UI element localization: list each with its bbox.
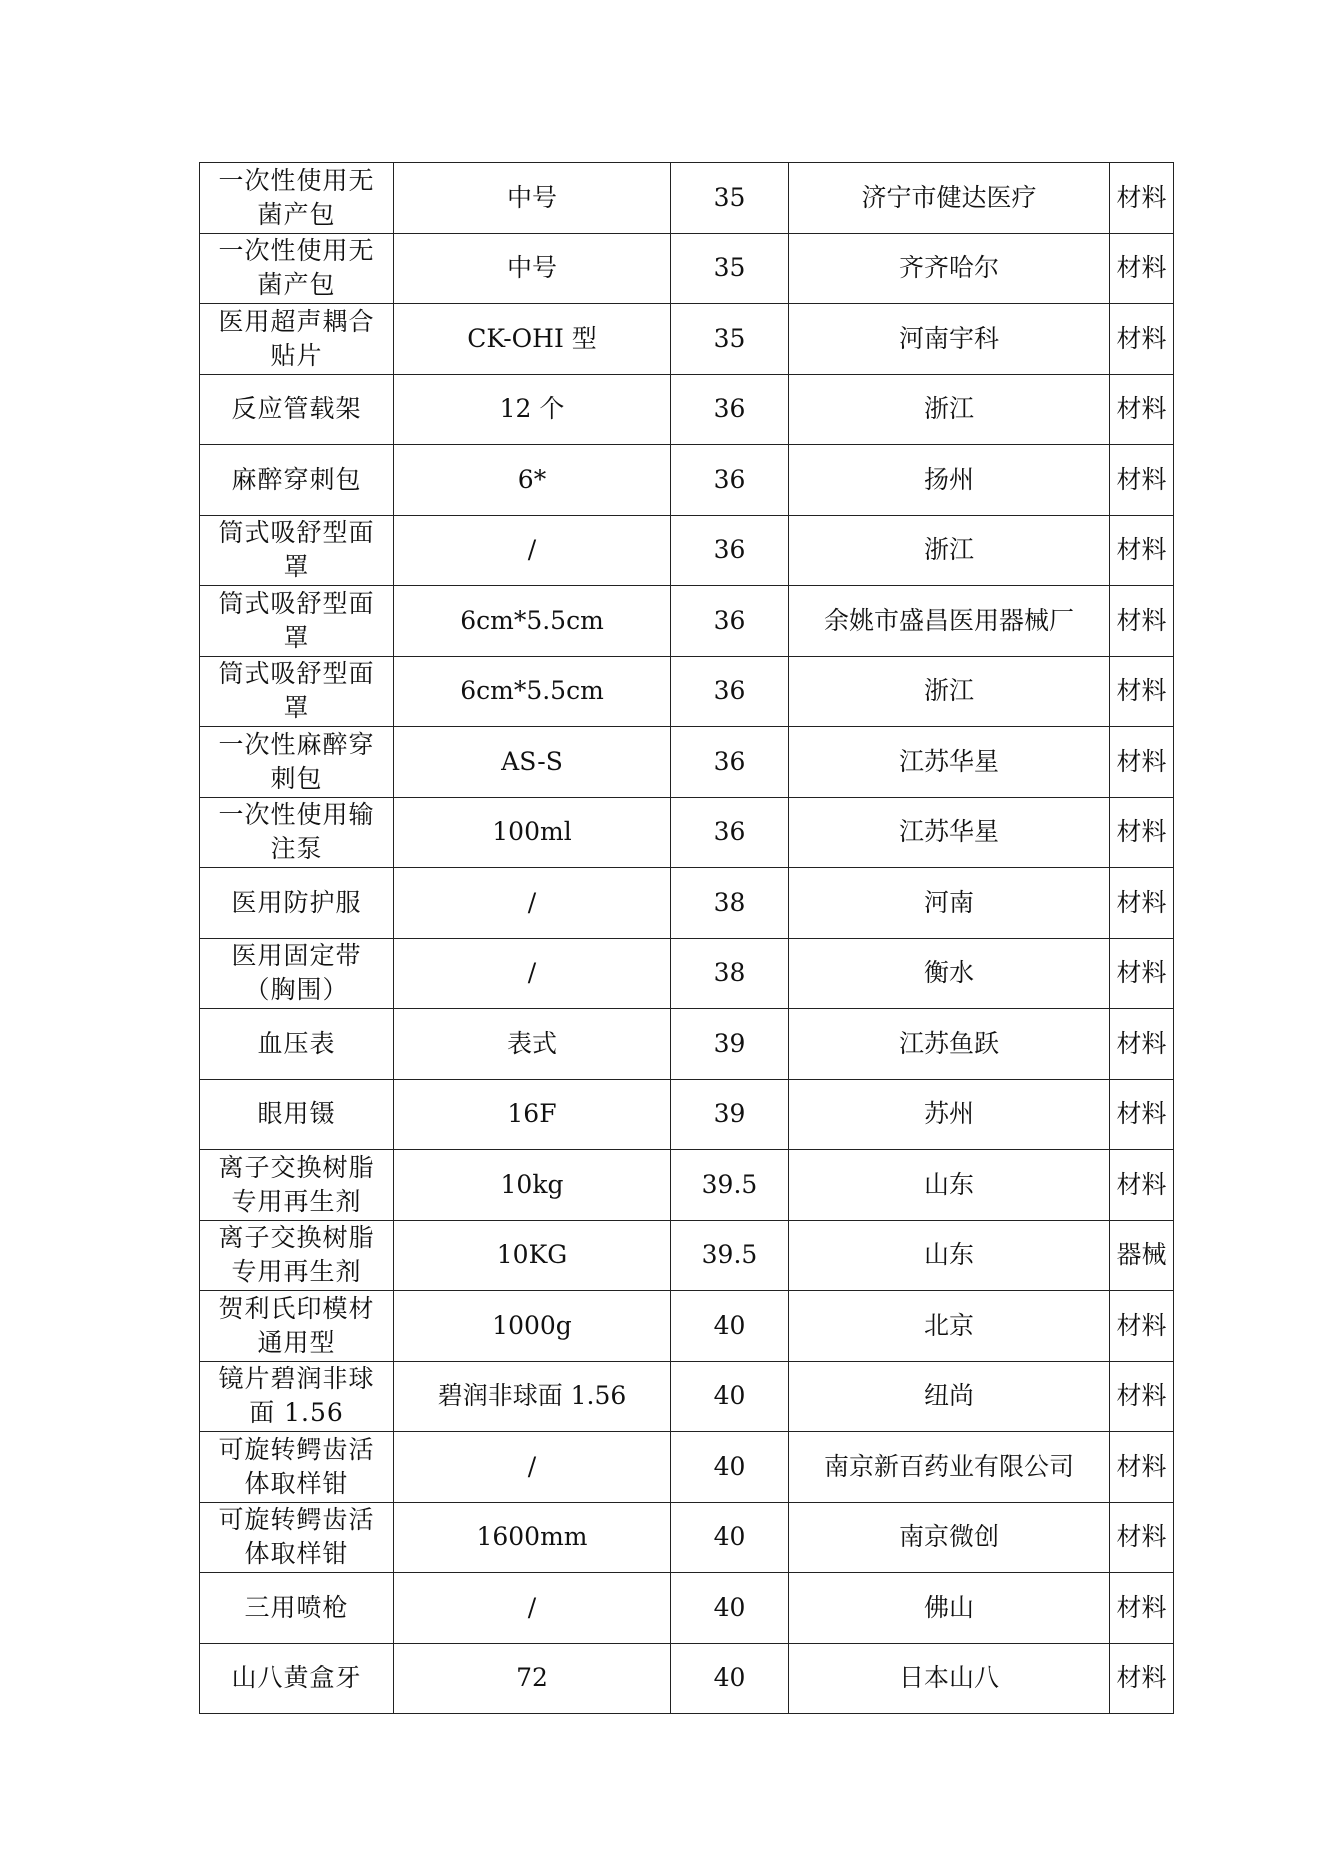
cell-specification: 6*: [394, 445, 671, 516]
cell-price: 39: [671, 1009, 789, 1080]
cell-manufacturer: 浙江: [789, 656, 1110, 727]
cell-product-name: 离子交换树脂专用再生剂: [200, 1220, 394, 1291]
cell-manufacturer: 河南: [789, 868, 1110, 939]
cell-product-name: 镜片碧润非球面 1.56: [200, 1361, 394, 1432]
cell-product-name: 血压表: [200, 1009, 394, 1080]
table-body: [200, 163, 1174, 1714]
cell-manufacturer: 南京新百药业有限公司: [789, 1432, 1110, 1503]
cell-specification: 6cm*5.5cm: [394, 656, 671, 727]
cell-product-name: 麻醉穿刺包: [200, 445, 394, 516]
table-row: [200, 1220, 1174, 1291]
cell-price: 36: [671, 656, 789, 727]
product-table: [199, 162, 1174, 1714]
table-row: [200, 797, 1174, 868]
cell-price: 35: [671, 304, 789, 375]
cell-price: 39.5: [671, 1220, 789, 1291]
cell-category: 材料: [1110, 163, 1174, 234]
cell-specification: AS-S: [394, 727, 671, 798]
table-row: [200, 1079, 1174, 1150]
table-row: [200, 1643, 1174, 1714]
table-row: [200, 515, 1174, 586]
cell-specification: 100ml: [394, 797, 671, 868]
cell-specification: 72: [394, 1643, 671, 1714]
cell-manufacturer: 山东: [789, 1150, 1110, 1221]
cell-price: 40: [671, 1502, 789, 1573]
cell-specification: 6cm*5.5cm: [394, 586, 671, 657]
cell-product-name: 三用喷枪: [200, 1573, 394, 1644]
cell-price: 36: [671, 727, 789, 798]
cell-product-name: 可旋转鳄齿活体取样钳: [200, 1432, 394, 1503]
cell-product-name: 医用防护服: [200, 868, 394, 939]
cell-category: 材料: [1110, 233, 1174, 304]
table-row: [200, 938, 1174, 1009]
cell-category: 材料: [1110, 727, 1174, 798]
cell-specification: 中号: [394, 163, 671, 234]
cell-category: 材料: [1110, 374, 1174, 445]
cell-specification: 16F: [394, 1079, 671, 1150]
cell-manufacturer: 日本山八: [789, 1643, 1110, 1714]
table-row: [200, 1291, 1174, 1362]
cell-manufacturer: 佛山: [789, 1573, 1110, 1644]
cell-specification: 1600mm: [394, 1502, 671, 1573]
cell-category: 材料: [1110, 445, 1174, 516]
cell-specification: /: [394, 1573, 671, 1644]
cell-product-name: 眼用镊: [200, 1079, 394, 1150]
cell-category: 材料: [1110, 1079, 1174, 1150]
cell-price: 35: [671, 163, 789, 234]
cell-price: 36: [671, 797, 789, 868]
table-row: [200, 868, 1174, 939]
cell-category: 材料: [1110, 1573, 1174, 1644]
cell-category: 材料: [1110, 1643, 1174, 1714]
cell-manufacturer: 北京: [789, 1291, 1110, 1362]
cell-manufacturer: 江苏华星: [789, 727, 1110, 798]
cell-specification: 10kg: [394, 1150, 671, 1221]
cell-specification: 10KG: [394, 1220, 671, 1291]
cell-category: 材料: [1110, 1432, 1174, 1503]
cell-manufacturer: 苏州: [789, 1079, 1110, 1150]
cell-category: 材料: [1110, 1150, 1174, 1221]
table-row: [200, 1009, 1174, 1080]
cell-product-name: 一次性使用无菌产包: [200, 163, 394, 234]
table-row: [200, 163, 1174, 234]
cell-product-name: 筒式吸舒型面罩: [200, 586, 394, 657]
cell-product-name: 贺利氏印模材通用型: [200, 1291, 394, 1362]
cell-manufacturer: 余姚市盛昌医用器械厂: [789, 586, 1110, 657]
table-row: [200, 1432, 1174, 1503]
table-row: [200, 586, 1174, 657]
cell-product-name: 一次性使用无菌产包: [200, 233, 394, 304]
cell-product-name: 离子交换树脂专用再生剂: [200, 1150, 394, 1221]
cell-product-name: 医用超声耦合贴片: [200, 304, 394, 375]
cell-product-name: 医用固定带（胸围）: [200, 938, 394, 1009]
cell-manufacturer: 江苏鱼跃: [789, 1009, 1110, 1080]
cell-product-name: 一次性使用输注泵: [200, 797, 394, 868]
cell-product-name: 反应管载架: [200, 374, 394, 445]
table-row: [200, 1361, 1174, 1432]
cell-price: 36: [671, 374, 789, 445]
cell-price: 38: [671, 938, 789, 1009]
cell-specification: CK-OHI 型: [394, 304, 671, 375]
table-row: [200, 445, 1174, 516]
cell-price: 40: [671, 1573, 789, 1644]
cell-manufacturer: 济宁市健达医疗: [789, 163, 1110, 234]
cell-specification: /: [394, 868, 671, 939]
cell-price: 36: [671, 586, 789, 657]
table-row: [200, 233, 1174, 304]
cell-price: 40: [671, 1291, 789, 1362]
cell-product-name: 山八黄盒牙: [200, 1643, 394, 1714]
cell-category: 材料: [1110, 1361, 1174, 1432]
cell-specification: 1000g: [394, 1291, 671, 1362]
table-row: [200, 727, 1174, 798]
cell-specification: 碧润非球面 1.56: [394, 1361, 671, 1432]
cell-category: 材料: [1110, 304, 1174, 375]
cell-category: 材料: [1110, 586, 1174, 657]
cell-price: 35: [671, 233, 789, 304]
cell-price: 40: [671, 1361, 789, 1432]
cell-category: 材料: [1110, 656, 1174, 727]
cell-category: 材料: [1110, 1502, 1174, 1573]
cell-product-name: 筒式吸舒型面罩: [200, 656, 394, 727]
table-row: [200, 1502, 1174, 1573]
cell-category: 材料: [1110, 938, 1174, 1009]
cell-manufacturer: 南京微创: [789, 1502, 1110, 1573]
cell-manufacturer: 齐齐哈尔: [789, 233, 1110, 304]
cell-specification: 中号: [394, 233, 671, 304]
cell-category: 材料: [1110, 868, 1174, 939]
cell-manufacturer: 衡水: [789, 938, 1110, 1009]
cell-manufacturer: 山东: [789, 1220, 1110, 1291]
cell-price: 38: [671, 868, 789, 939]
cell-product-name: 筒式吸舒型面罩: [200, 515, 394, 586]
table-row: [200, 1150, 1174, 1221]
cell-manufacturer: 浙江: [789, 515, 1110, 586]
cell-category: 材料: [1110, 1291, 1174, 1362]
cell-specification: 表式: [394, 1009, 671, 1080]
cell-specification: /: [394, 515, 671, 586]
cell-category: 材料: [1110, 515, 1174, 586]
table-row: [200, 374, 1174, 445]
cell-manufacturer: 浙江: [789, 374, 1110, 445]
cell-price: 39: [671, 1079, 789, 1150]
cell-specification: 12 个: [394, 374, 671, 445]
table-row: [200, 656, 1174, 727]
cell-category: 材料: [1110, 1009, 1174, 1080]
cell-category: 器械: [1110, 1220, 1174, 1291]
table-row: [200, 304, 1174, 375]
cell-manufacturer: 扬州: [789, 445, 1110, 516]
cell-product-name: 一次性麻醉穿刺包: [200, 727, 394, 798]
cell-manufacturer: 江苏华星: [789, 797, 1110, 868]
cell-specification: /: [394, 1432, 671, 1503]
cell-product-name: 可旋转鳄齿活体取样钳: [200, 1502, 394, 1573]
table-row: [200, 1573, 1174, 1644]
cell-price: 36: [671, 445, 789, 516]
cell-manufacturer: 纽尚: [789, 1361, 1110, 1432]
cell-price: 40: [671, 1643, 789, 1714]
cell-specification: /: [394, 938, 671, 1009]
cell-manufacturer: 河南宇科: [789, 304, 1110, 375]
cell-price: 39.5: [671, 1150, 789, 1221]
cell-price: 36: [671, 515, 789, 586]
cell-category: 材料: [1110, 797, 1174, 868]
cell-price: 40: [671, 1432, 789, 1503]
